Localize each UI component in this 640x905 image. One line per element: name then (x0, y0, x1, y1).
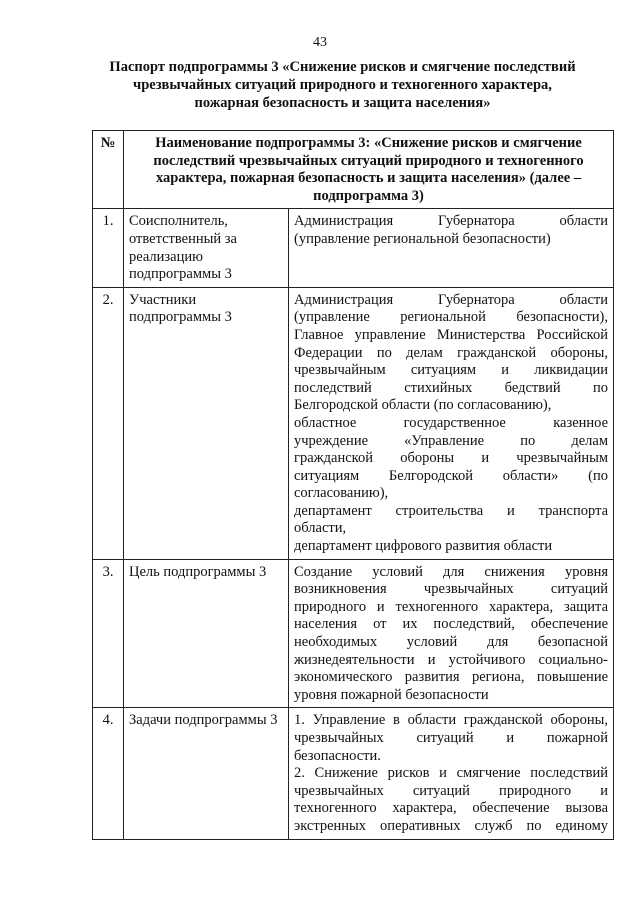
description-line: Белгородской области (по согласованию), (294, 397, 552, 414)
row-name-cell (124, 209, 289, 287)
description-line: населения от их последствий, обеспечение (294, 616, 609, 633)
description-line: (управление региональной безопасности) (294, 230, 551, 247)
description-line: ситуациям Белгородской области» (по (294, 467, 609, 484)
name-line: реализацию (129, 248, 203, 265)
row-number-cell: 2. (93, 287, 124, 559)
row-name-cell (124, 287, 289, 559)
name-line: Соисполнитель, (129, 213, 228, 230)
description-line: департамент цифрового развития области (294, 538, 553, 555)
title-line: пожарная безопасность и защита населения» (194, 95, 491, 111)
description-line: Федерации по делам гражданской обороны, (294, 344, 609, 361)
row-description-cell (289, 287, 614, 559)
description-line: согласованию), (294, 485, 389, 502)
row-description-cell (289, 209, 614, 287)
description-line: Администрация Губернатора области (294, 291, 609, 308)
row-number-cell: 3. (93, 559, 124, 708)
description-line: природного и техногенного характера, защита (294, 598, 609, 615)
row-description-cell (289, 559, 614, 708)
table-row (93, 287, 614, 559)
row-name-cell (124, 559, 289, 708)
header-title-cell (124, 131, 614, 209)
table-row (93, 209, 614, 287)
description-line: 1. Управление в области гражданской обороны, (294, 712, 609, 729)
description-line: департамент строительства и транспорта (294, 502, 609, 519)
title-line: Паспорт подпрограммы 3 «Снижение рисков и смягчение последствий (109, 59, 576, 75)
description-line: 2. Снижение рисков и смягчение последствий (294, 765, 609, 782)
page-number: 43 (313, 35, 327, 50)
description-line: гражданской обороны и чрезвычайным (294, 450, 609, 467)
description-line: Главное управление Министерства Российской (294, 326, 609, 343)
row-description-cell (289, 708, 614, 839)
table-header-row (93, 131, 614, 209)
header-line: Наименование подпрограммы 3: «Снижение рисков и смягчение (155, 135, 582, 151)
description-line: безопасности. (294, 747, 381, 764)
title-line: чрезвычайных ситуаций природного и техногенного характера, (133, 77, 552, 93)
name-line: Задачи подпрограммы 3 (129, 712, 278, 729)
description-line: учреждение «Управление по делам (294, 432, 609, 449)
header-number-cell: № (93, 131, 124, 209)
description-line: экстренных оперативных служб по единому (294, 817, 609, 834)
description-line: областное государственное казенное (294, 414, 609, 431)
document-title (90, 58, 595, 112)
description-line: области, (294, 520, 347, 537)
header-line: подпрограмма 3) (313, 187, 424, 204)
name-line: Участники (129, 291, 197, 308)
description-line: возникновения чрезвычайных ситуаций (294, 581, 609, 598)
table-row (93, 708, 614, 839)
description-line: жизнедеятельности и устойчивого социально- (294, 651, 609, 668)
description-line: необходимых условий для безопасной (294, 634, 609, 651)
header-line: последствий чрезвычайных ситуаций природного и техногенного (153, 152, 584, 169)
description-line: чрезвычайным ситуациям и ликвидации (294, 362, 609, 379)
description-line: чрезвычайных ситуаций и пожарной (294, 730, 609, 746)
name-line: Цель подпрограммы 3 (129, 563, 267, 580)
description-line: чрезвычайных ситуаций природного и (294, 782, 609, 799)
row-number-cell: 1. (93, 209, 124, 287)
description-line: последствий стихийных бедствий по (294, 379, 609, 396)
description-line: экономического развития региона, повышение (294, 669, 609, 686)
description-line: Создание условий для снижения уровня (294, 563, 609, 580)
name-line: подпрограммы 3 (129, 309, 232, 326)
passport-table (92, 130, 614, 840)
description-line: Администрация Губернатора области (294, 213, 609, 230)
description-line: техногенного характера, обеспечение вызова (294, 800, 609, 817)
header-line: характера, пожарная безопасность и защита населения» (далее – (155, 170, 582, 187)
name-line: подпрограммы 3 (129, 266, 232, 283)
name-line: ответственный за (129, 230, 237, 247)
description-line: уровня пожарной безопасности (294, 686, 489, 703)
table-row (93, 559, 614, 708)
row-name-cell (124, 708, 289, 839)
row-number-cell: 4. (93, 708, 124, 839)
description-line: (управление региональной безопасности), (294, 309, 609, 326)
